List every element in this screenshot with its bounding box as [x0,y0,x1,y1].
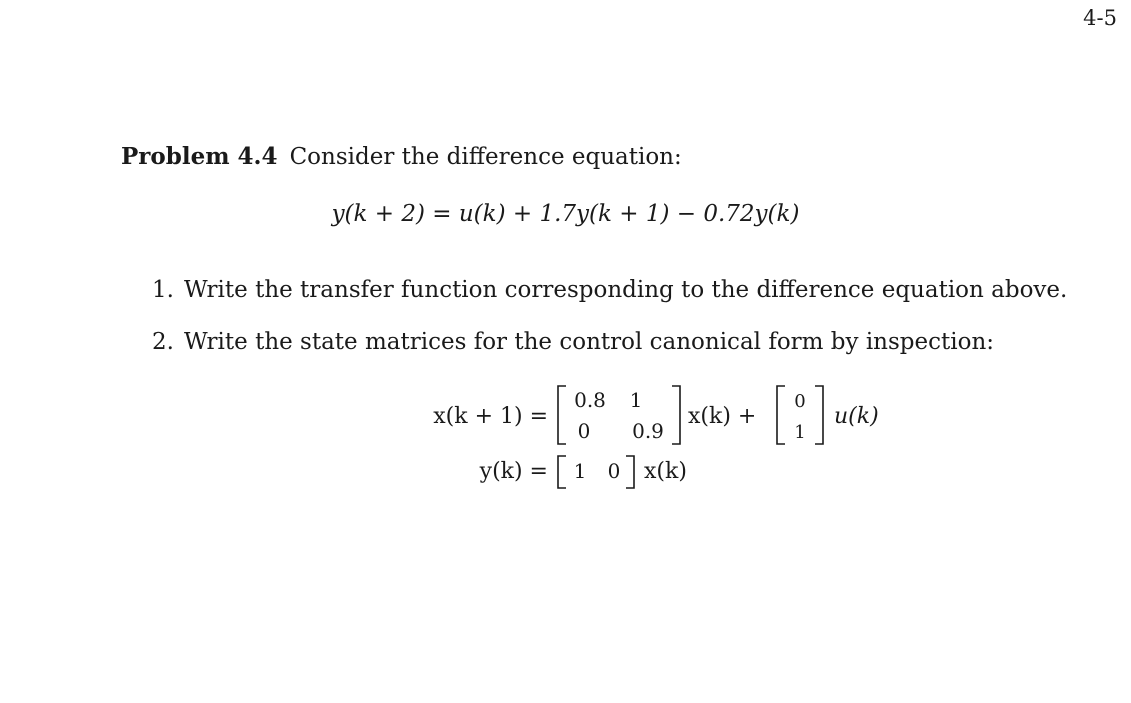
state-eq-lhs: x(k + 1) = [433,404,548,429]
vector-b-cell: 0 [794,391,806,412]
matrix-c-right-bracket [626,456,634,488]
matrix-c-left-bracket [558,456,566,488]
page-number: 4-5 [1083,6,1117,30]
state-vector-term: x(k) + [688,404,757,429]
problem-label: Problem 4.4 [121,143,278,170]
problem-intro: Consider the difference equation: [289,144,682,170]
vector-b-cell: 1 [794,422,806,443]
matrix-a-left-bracket [558,386,566,444]
matrix-a-right-bracket [672,386,680,444]
list-item-1 [152,277,1067,303]
difference-equation [0,201,1131,227]
output-eq-lhs: y(k) = [479,459,548,484]
list-item-text: Write the transfer function corresponding to the difference equation above. [183,277,1068,303]
matrix-c-cell: 1 [573,459,587,483]
state-equations [0,378,1131,493]
matrix-a-cell: 0.8 [574,388,606,412]
matrix-c-cell: 0 [607,459,621,483]
list-item-number: 2. [152,329,174,355]
output-state-term: x(k) [644,459,687,484]
list-item-2 [152,329,994,355]
matrix-a-cell: 1 [629,388,643,412]
vector-b-right-bracket [815,386,823,444]
problem-statement [121,143,682,170]
vector-b-left-bracket [777,386,785,444]
input-term: u(k) [834,404,879,429]
list-item-text: Write the state matrices for the control canonical form by inspection: [183,329,995,355]
list-item-number: 1. [152,277,174,303]
matrix-a-cell: 0 [577,419,591,443]
matrix-a-cell: 0.9 [632,419,664,443]
difference-equation-text: y(k + 2) = u(k) + 1.7y(k + 1) − 0.72y(k) [331,201,800,227]
